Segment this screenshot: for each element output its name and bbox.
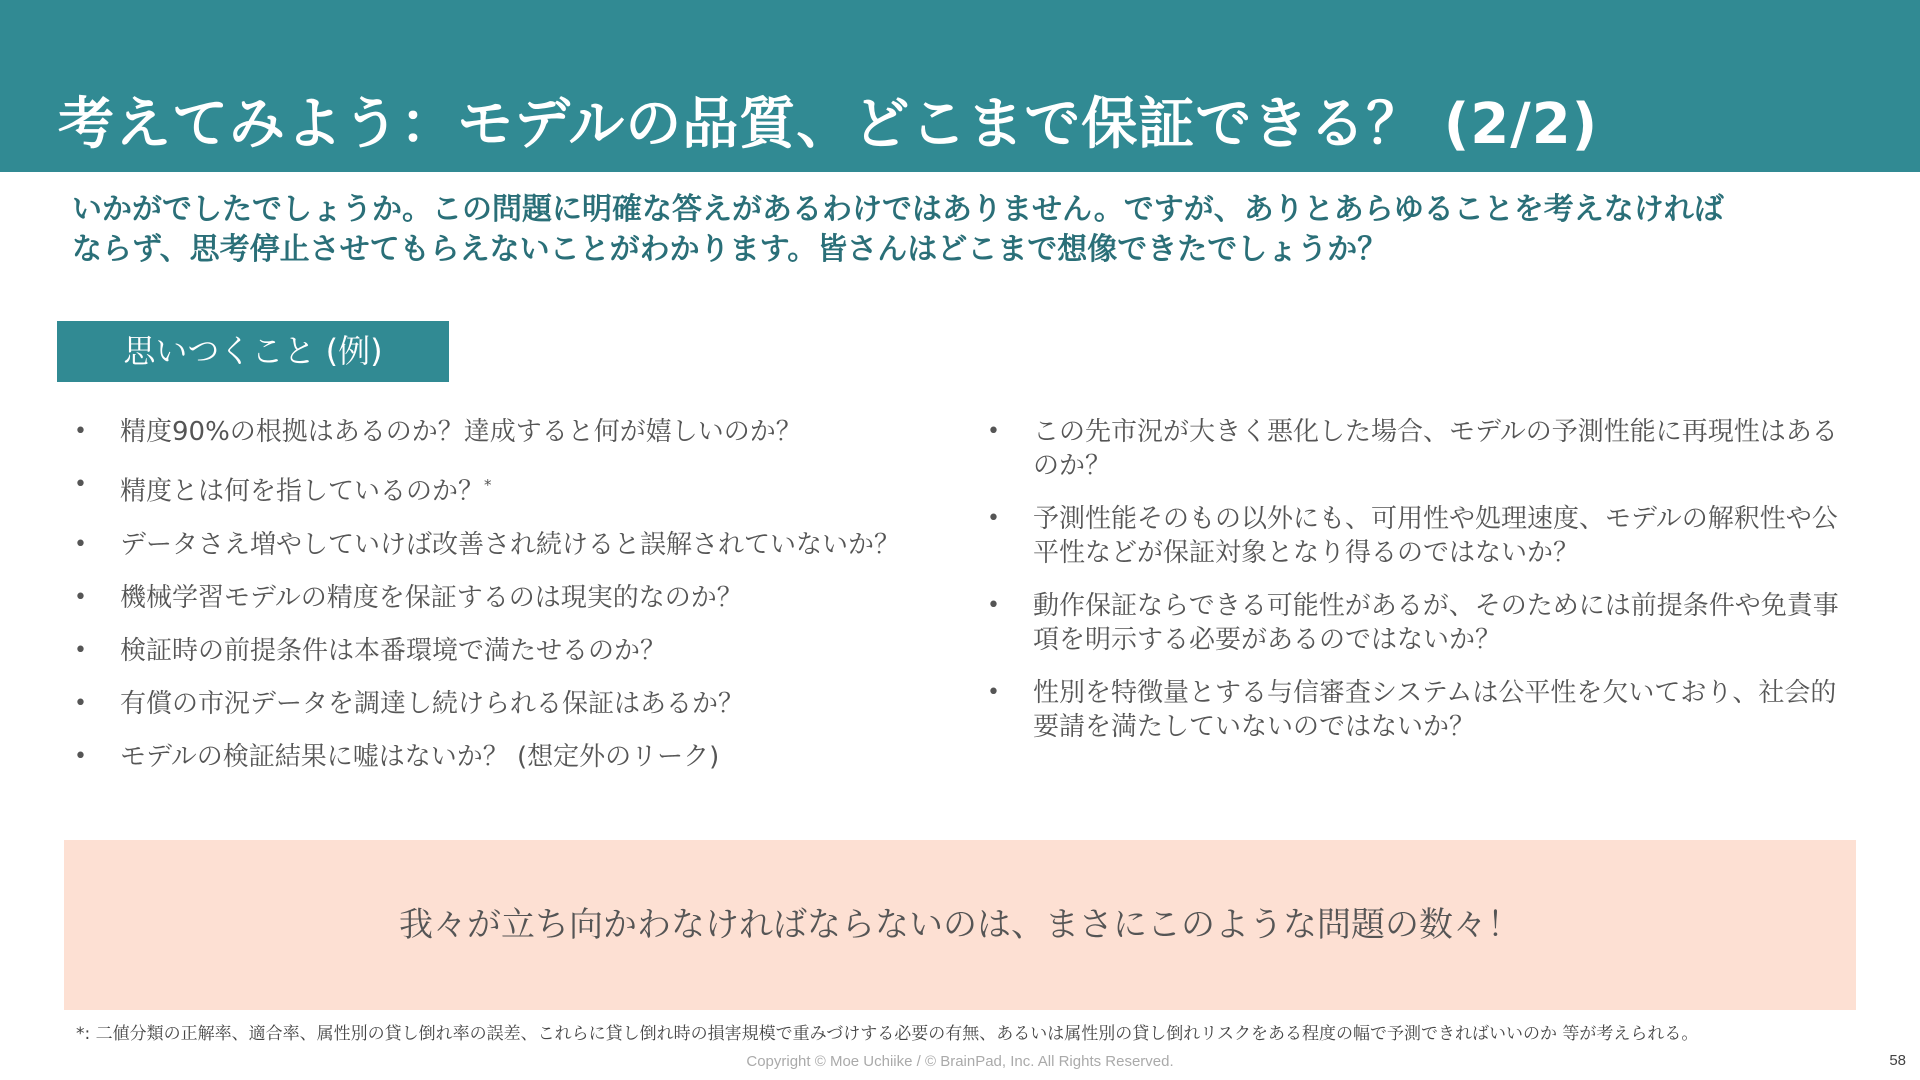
bullet-icon: •	[74, 531, 87, 557]
list-item-text: 動作保証ならできる可能性があるが、そのためには前提条件や免責事項を明示する必要があるのではないか？	[1033, 591, 1839, 655]
list-item	[72, 415, 912, 449]
list-item-text: モデルの検証結果に嘘はないか？ (想定外のリーク)	[120, 741, 720, 772]
list-item-text: 機械学習モデルの精度を保証するのは現実的なのか？	[120, 582, 743, 613]
callout-text: 我々が立ち向かわなければならないのは、まさにこのような問題の数々！	[399, 905, 1521, 945]
list-item	[72, 687, 912, 721]
footnote: *: 二値分類の正解率、適合率、属性別の貸し倒れ率の誤差、これらに貸し倒れ時の損害規模で重みづけする必要の有無、あるいは属性別の貸し倒れリスクをある程度の幅で予測できればいいのか 等が考えられる。	[76, 1024, 1699, 1044]
copyright-notice: Copyright © Moe Uchiike / © BrainPad, Inc. All Rights Reserved.	[746, 1053, 1174, 1070]
list-item-text: 有償の市況データを調達し続けられる保証はあるか？	[120, 688, 745, 719]
list-item-text: 精度90%の根拠はあるのか？達成すると何が嬉しいのか？	[120, 417, 802, 447]
bullet-icon: •	[74, 419, 87, 444]
bullet-icon: •	[74, 743, 87, 769]
bullet-icon: •	[74, 584, 87, 610]
right-bullet-list	[985, 415, 1845, 763]
bullet-icon: •	[987, 593, 1000, 618]
list-item-text: データさえ増やしていけば改善され続けると誤解されていないか？	[120, 529, 901, 560]
title-bar	[0, 0, 1920, 172]
list-item	[72, 581, 912, 615]
list-item-text: 予測性能そのもの以外にも、可用性や処理速度、モデルの解釈性や公平性などが保証対象となり得るのではないか？	[1033, 504, 1838, 568]
bullet-icon: •	[987, 419, 1000, 444]
list-item-text: 検証時の前提条件は本番環境で満たせるのか？	[120, 635, 667, 666]
footnote-marker: *	[484, 476, 492, 494]
list-item-text: この先市況が大きく悪化した場合、モデルの予測性能に再現性はあるのか？	[1033, 417, 1838, 481]
slide-title: 考えてみよう：モデルの品質、どこまで保証できる？ (2/2)	[58, 92, 1599, 157]
left-bullet-list	[72, 415, 912, 793]
bullet-icon: •	[987, 506, 1000, 531]
bullet-icon: •	[74, 637, 87, 663]
list-item-text: 性別を特徴量とする与信審査システムは公平性を欠いており、社会的要請を満たしていないのではないか？	[1033, 678, 1837, 742]
list-item	[985, 589, 1845, 657]
list-item	[72, 634, 912, 668]
bullet-icon: •	[74, 690, 87, 716]
bullet-icon: •	[74, 472, 87, 497]
list-item	[985, 415, 1845, 483]
page-number: 58	[1889, 1052, 1906, 1069]
list-item	[985, 676, 1845, 744]
list-item	[72, 740, 912, 774]
list-item	[72, 528, 912, 562]
lead-line-1: いかがでしたでしょうか。この問題に明確な答えがあるわけではありません。ですが、ありとあらゆることを考えなければ	[72, 192, 1724, 227]
examples-label: 思いつくこと (例)	[57, 321, 449, 382]
lead-paragraph	[72, 190, 1862, 270]
list-item-text: 精度とは何を指しているのか？	[120, 476, 485, 507]
bullet-icon: •	[987, 680, 1000, 705]
callout-box	[64, 840, 1856, 1010]
list-item	[985, 502, 1845, 570]
list-item	[72, 468, 912, 509]
lead-line-2: ならず、思考停止させてもらえないことがわかります。皆さんはどこまで想像できたでしょうか？	[72, 232, 1388, 267]
